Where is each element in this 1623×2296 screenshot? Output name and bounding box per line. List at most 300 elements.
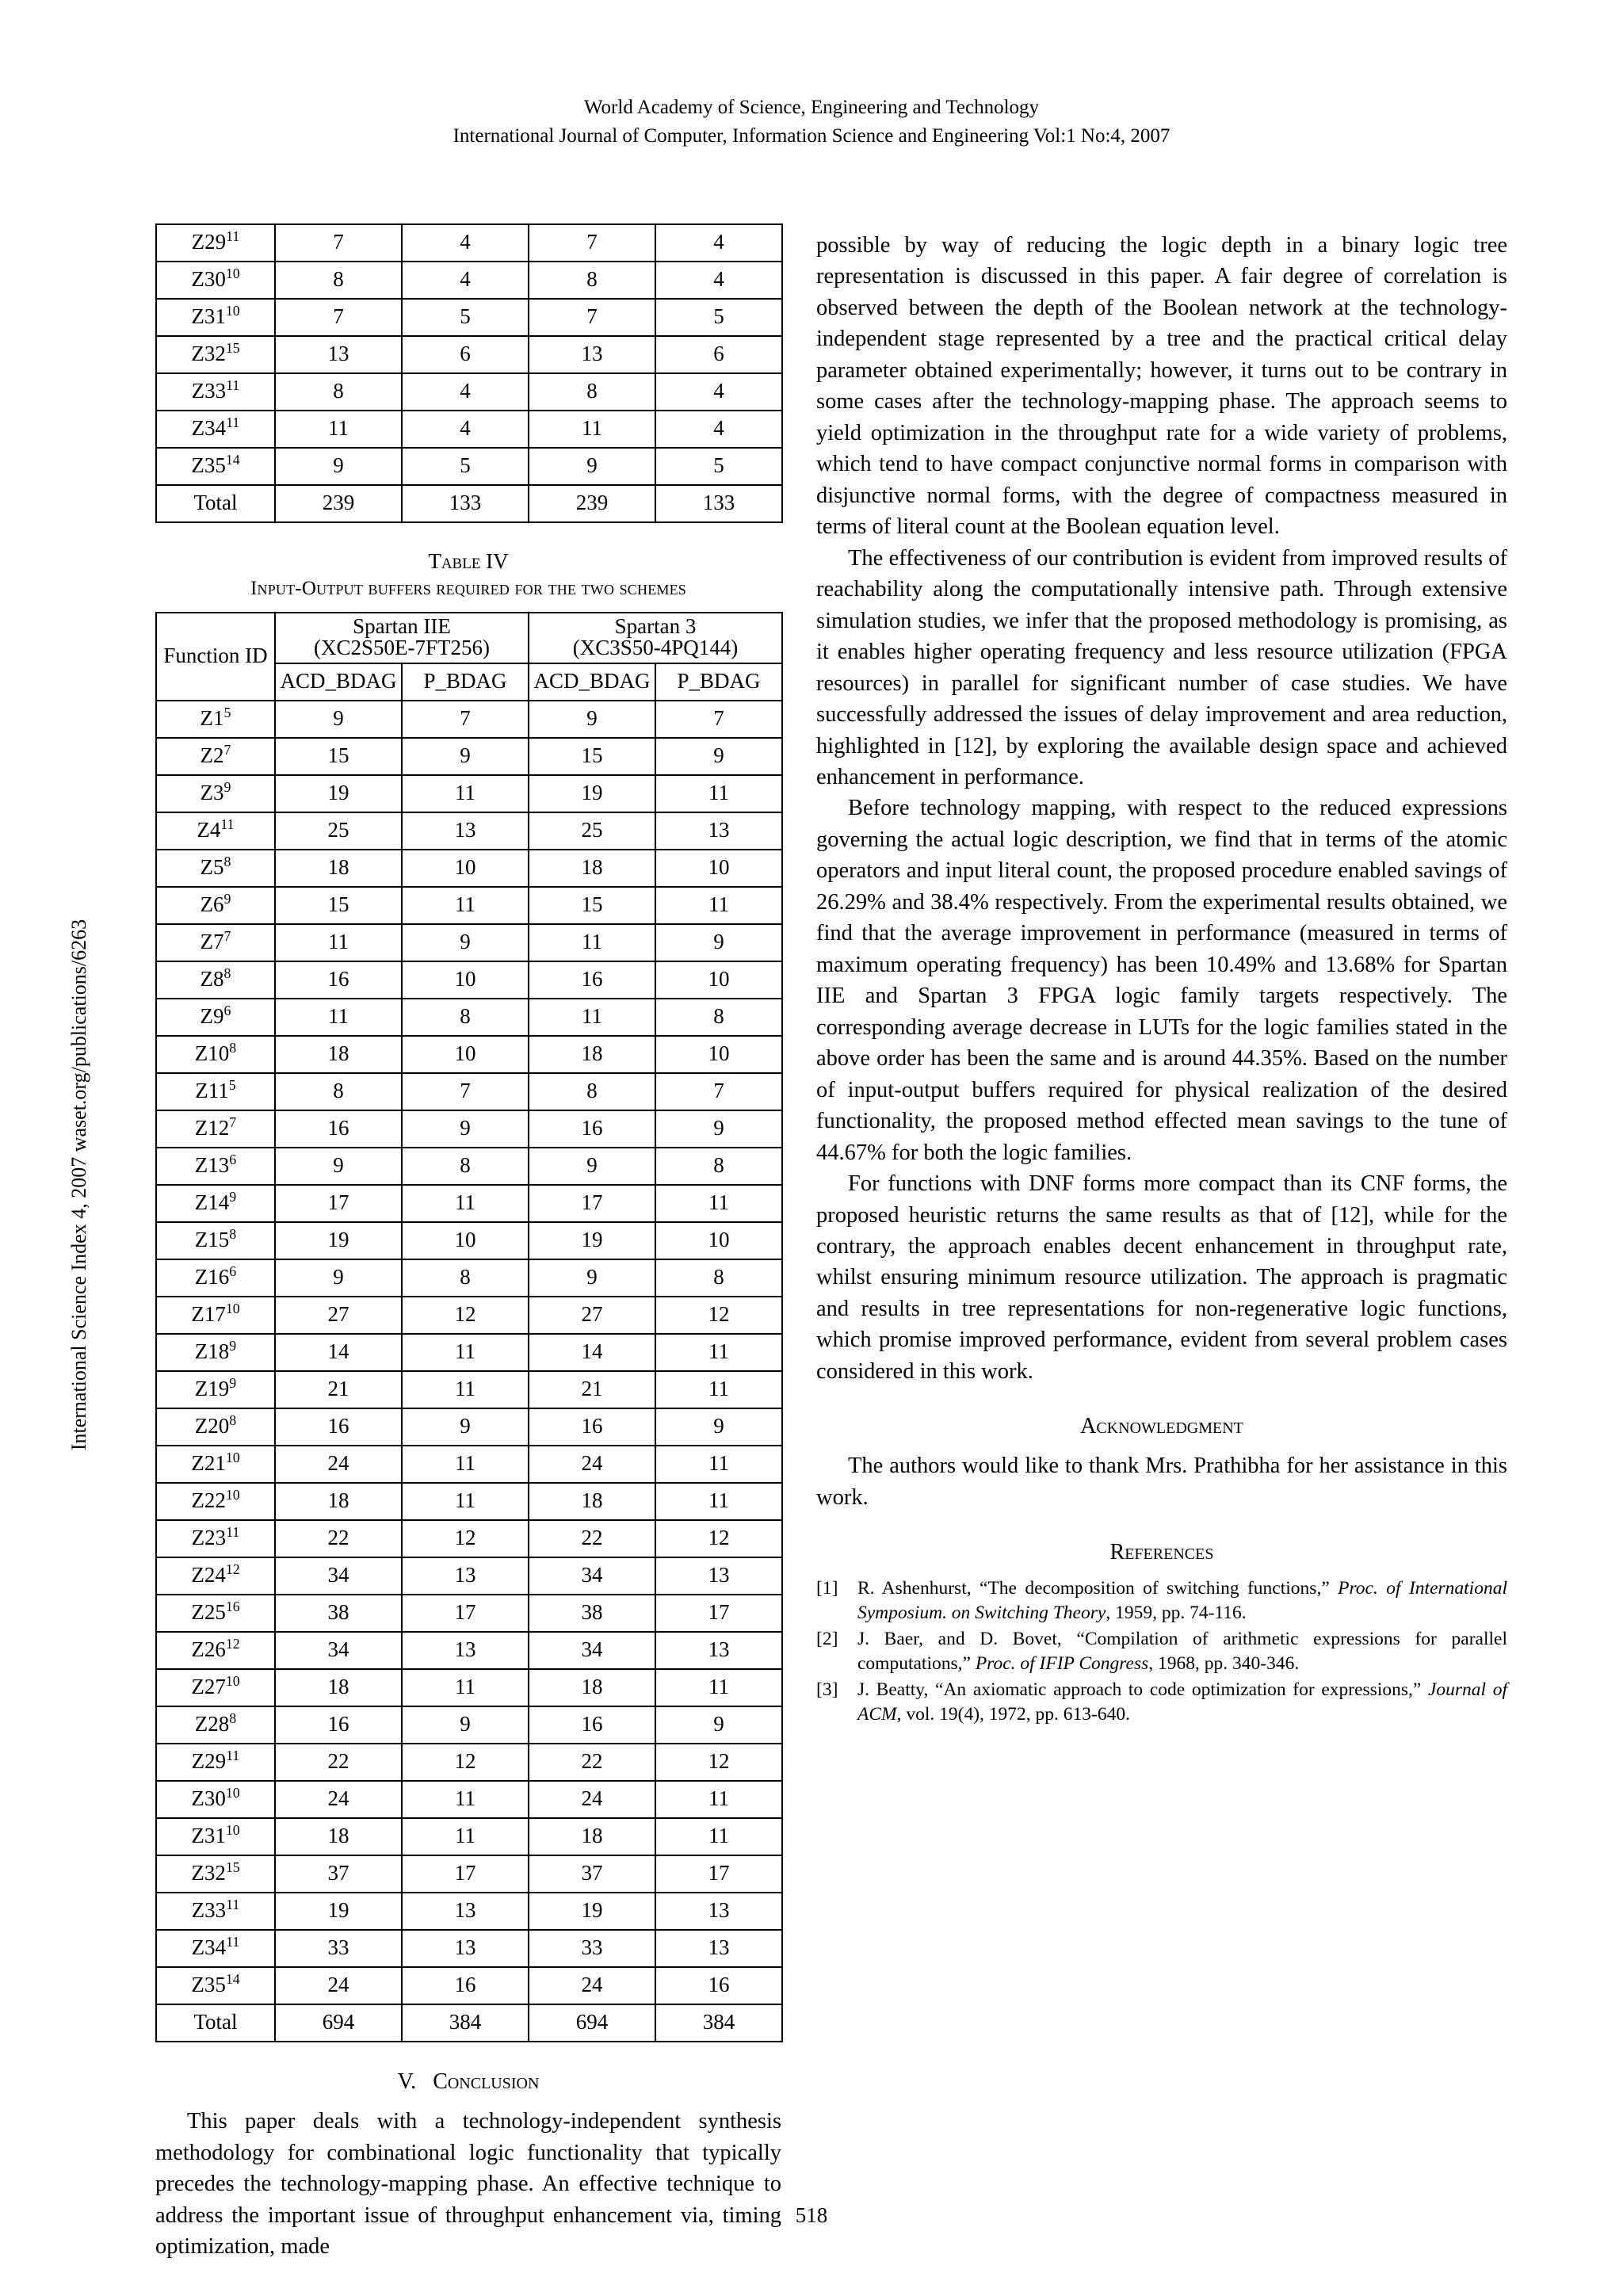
table4-subheader-1: P_BDAG bbox=[402, 663, 529, 701]
conclusion-heading bbox=[155, 2069, 781, 2095]
row-cell-2: 19 bbox=[529, 775, 655, 812]
row-cell-0: 38 bbox=[275, 1595, 402, 1632]
row-cell-2: 21 bbox=[529, 1371, 655, 1408]
row-cell-0: 34 bbox=[275, 1632, 402, 1669]
table-row bbox=[156, 1297, 782, 1334]
row-function-id: $Z32^{15}$ bbox=[156, 1855, 275, 1893]
table-row bbox=[156, 336, 782, 373]
row-cell-2: 19 bbox=[529, 1222, 655, 1259]
row-cell-3: 17 bbox=[655, 1595, 782, 1632]
table-row bbox=[156, 262, 782, 299]
table-row bbox=[156, 299, 782, 336]
row-cell-0: 14 bbox=[275, 1334, 402, 1371]
table-continued-fragment bbox=[155, 223, 783, 523]
reference-rest: vol. 19(4), 1972, pp. 613-640. bbox=[901, 1704, 1130, 1725]
table-row bbox=[156, 1632, 782, 1669]
row-superscript: 5 bbox=[223, 705, 231, 721]
right-paragraph-2: The effectiveness of our contribution is evident from improved results of reachability along the computationally intensive path. Through extensive simulation studies, we infer that the proposed methodology is promising, as it enables higher operating frequency and less resource utilization (FPGA resources) in parallel for significant number of case studies. We have successfully addressed the issues of delay improvement and area reduction, highlighted in [12], by exploring the available design space and achieved enhancement in performance. bbox=[816, 545, 1507, 789]
row-superscript: 10 bbox=[225, 1450, 240, 1466]
row-cell-1: 11 bbox=[402, 1669, 529, 1706]
table-row bbox=[156, 1185, 782, 1222]
row-cell-0: 16 bbox=[275, 1408, 402, 1446]
row-cell-2: 8 bbox=[529, 262, 655, 299]
row-cell-3: 13 bbox=[655, 1930, 782, 1967]
page-number: 518 bbox=[795, 2203, 828, 2227]
row-cell-1: 7 bbox=[402, 701, 529, 738]
row-function-id: $Z2^7$ bbox=[156, 738, 275, 775]
row-superscript: 9 bbox=[223, 779, 231, 796]
table-row bbox=[156, 2004, 782, 2042]
row-cell-2: 18 bbox=[529, 1036, 655, 1073]
row-cell-3: 11 bbox=[655, 1446, 782, 1483]
row-cell-0: 18 bbox=[275, 1036, 402, 1073]
row-cell-1: 133 bbox=[402, 485, 529, 522]
row-superscript: 6 bbox=[229, 1263, 237, 1280]
row-cell-1: 11 bbox=[402, 1483, 529, 1520]
row-cell-1: 9 bbox=[402, 1408, 529, 1446]
row-cell-2: 27 bbox=[529, 1297, 655, 1334]
table-row bbox=[156, 775, 782, 812]
row-function-id: $Z9^6$ bbox=[156, 999, 275, 1036]
row-cell-1: 17 bbox=[402, 1595, 529, 1632]
row-superscript: 6 bbox=[229, 1152, 237, 1168]
table-row bbox=[156, 1744, 782, 1781]
row-cell-1: 9 bbox=[402, 924, 529, 961]
row-cell-0: 19 bbox=[275, 775, 402, 812]
row-superscript: 10 bbox=[225, 303, 240, 319]
row-cell-1: 8 bbox=[402, 1148, 529, 1185]
row-cell-2: 15 bbox=[529, 738, 655, 775]
row-cell-1: 9 bbox=[402, 1706, 529, 1744]
table-row bbox=[156, 1557, 782, 1595]
reference-text bbox=[857, 1678, 1507, 1727]
row-cell-3: 11 bbox=[655, 1185, 782, 1222]
row-cell-2: 11 bbox=[529, 924, 655, 961]
row-cell-1: 12 bbox=[402, 1520, 529, 1557]
table4-head bbox=[156, 613, 782, 701]
row-superscript: 7 bbox=[223, 928, 231, 945]
row-cell-0: 15 bbox=[275, 738, 402, 775]
row-superscript: 11 bbox=[226, 228, 240, 244]
row-superscript: 11 bbox=[226, 1748, 240, 1764]
row-cell-2: 16 bbox=[529, 1110, 655, 1148]
row-cell-2: 16 bbox=[529, 1408, 655, 1446]
row-function-id: $Z5^8$ bbox=[156, 850, 275, 887]
row-function-id: $Z12^7$ bbox=[156, 1110, 275, 1148]
row-cell-0: 19 bbox=[275, 1222, 402, 1259]
row-cell-2: 694 bbox=[529, 2004, 655, 2042]
row-cell-3: 13 bbox=[655, 1557, 782, 1595]
row-cell-2: 7 bbox=[529, 299, 655, 336]
row-cell-3: 9 bbox=[655, 1408, 782, 1446]
row-cell-2: 17 bbox=[529, 1185, 655, 1222]
row-function-id: $Z33^{11}$ bbox=[156, 1893, 275, 1930]
row-cell-1: 9 bbox=[402, 738, 529, 775]
row-cell-3: 9 bbox=[655, 1110, 782, 1148]
table4-caption-number: Table IV bbox=[428, 549, 509, 573]
row-cell-1: 384 bbox=[402, 2004, 529, 2042]
running-head-line2: International Journal of Computer, Information Science and Engineering Vol:1 No:4, 2007 bbox=[453, 125, 1170, 147]
row-cell-3: 11 bbox=[655, 887, 782, 924]
table4-body bbox=[156, 701, 782, 2042]
row-cell-2: 16 bbox=[529, 961, 655, 999]
row-function-id: $Z16^6$ bbox=[156, 1259, 275, 1297]
row-cell-0: 21 bbox=[275, 1371, 402, 1408]
row-function-id: $Z30^{10}$ bbox=[156, 262, 275, 299]
row-superscript: 8 bbox=[229, 1040, 237, 1056]
reference-tag: [3] bbox=[816, 1679, 838, 1701]
row-cell-3: 9 bbox=[655, 924, 782, 961]
row-cell-2: 9 bbox=[529, 701, 655, 738]
row-cell-1: 4 bbox=[402, 224, 529, 262]
row-cell-2: 34 bbox=[529, 1632, 655, 1669]
row-cell-3: 5 bbox=[655, 448, 782, 485]
row-cell-2: 15 bbox=[529, 887, 655, 924]
row-cell-0: 9 bbox=[275, 701, 402, 738]
row-cell-2: 9 bbox=[529, 1259, 655, 1297]
row-cell-1: 5 bbox=[402, 299, 529, 336]
row-function-id: $Z1^5$ bbox=[156, 701, 275, 738]
row-cell-0: 27 bbox=[275, 1297, 402, 1334]
row-cell-3: 4 bbox=[655, 373, 782, 411]
row-cell-3: 8 bbox=[655, 999, 782, 1036]
row-cell-0: 11 bbox=[275, 411, 402, 448]
row-cell-0: 18 bbox=[275, 1483, 402, 1520]
row-cell-1: 10 bbox=[402, 961, 529, 999]
row-cell-1: 13 bbox=[402, 1632, 529, 1669]
row-cell-0: 24 bbox=[275, 1967, 402, 2004]
row-cell-2: 18 bbox=[529, 1483, 655, 1520]
row-function-id: Total bbox=[156, 485, 275, 522]
row-function-id: $Z31^{10}$ bbox=[156, 1818, 275, 1855]
row-cell-3: 4 bbox=[655, 224, 782, 262]
conclusion-heading-title: Conclusion bbox=[433, 2069, 540, 2095]
row-cell-3: 13 bbox=[655, 1893, 782, 1930]
row-cell-1: 4 bbox=[402, 373, 529, 411]
group2-name: Spartan 3 bbox=[614, 614, 697, 639]
row-function-id: $Z4^{11}$ bbox=[156, 812, 275, 850]
row-cell-0: 24 bbox=[275, 1781, 402, 1818]
row-cell-1: 13 bbox=[402, 1893, 529, 1930]
row-superscript: 12 bbox=[225, 1561, 240, 1578]
row-superscript: 9 bbox=[229, 1189, 237, 1205]
row-cell-3: 11 bbox=[655, 1818, 782, 1855]
row-cell-0: 16 bbox=[275, 1706, 402, 1744]
row-cell-3: 10 bbox=[655, 1222, 782, 1259]
table-row bbox=[156, 1222, 782, 1259]
row-cell-2: 24 bbox=[529, 1967, 655, 2004]
row-function-id: $Z8^8$ bbox=[156, 961, 275, 999]
left-column bbox=[155, 223, 781, 2263]
row-cell-2: 24 bbox=[529, 1781, 655, 1818]
table-row bbox=[156, 224, 782, 262]
row-cell-0: 9 bbox=[275, 448, 402, 485]
row-superscript: 8 bbox=[223, 965, 231, 982]
reference-venue: Journal of ACM, bbox=[857, 1679, 1508, 1725]
row-cell-1: 11 bbox=[402, 1334, 529, 1371]
table4-subheader-3: P_BDAG bbox=[655, 663, 782, 701]
references-heading: References bbox=[1109, 1540, 1214, 1565]
row-function-id: $Z27^{10}$ bbox=[156, 1669, 275, 1706]
row-cell-1: 10 bbox=[402, 1036, 529, 1073]
row-cell-3: 13 bbox=[655, 1632, 782, 1669]
row-cell-1: 17 bbox=[402, 1855, 529, 1893]
row-cell-3: 13 bbox=[655, 812, 782, 850]
row-cell-2: 9 bbox=[529, 448, 655, 485]
row-superscript: 7 bbox=[223, 742, 231, 758]
right-paragraph-1: possible by way of reducing the logic depth in a binary logic tree representation is discussed in this paper. A fair degree of correlation is observed between the depth of the Boolean network at the technology-independent stage represented by a tree and the practical critical delay parameter obtained experimentally; however, it turns out to be contrary in some cases after the technology-mapping phase. The approach seems to yield optimization in the throughput rate for a wide variety of problems, which tend to have compact conjunctive normal forms in comparison with disjunctive normal forms, with the degree of compactness measured in terms of literal count at the Boolean equation level. bbox=[816, 233, 1507, 540]
row-function-id: $Z18^9$ bbox=[156, 1334, 275, 1371]
row-cell-2: 18 bbox=[529, 1669, 655, 1706]
row-function-id: $Z34^{11}$ bbox=[156, 1930, 275, 1967]
row-function-id: $Z13^6$ bbox=[156, 1148, 275, 1185]
table-row bbox=[156, 1595, 782, 1632]
table4-caption bbox=[155, 547, 781, 602]
row-cell-3: 17 bbox=[655, 1855, 782, 1893]
row-cell-3: 7 bbox=[655, 1073, 782, 1110]
table-row bbox=[156, 1483, 782, 1520]
row-cell-1: 12 bbox=[402, 1297, 529, 1334]
row-superscript: 6 bbox=[223, 1003, 231, 1019]
row-superscript: 9 bbox=[223, 891, 231, 907]
row-cell-3: 5 bbox=[655, 299, 782, 336]
row-cell-2: 33 bbox=[529, 1930, 655, 1967]
row-cell-0: 7 bbox=[275, 224, 402, 262]
row-function-id: $Z26^{12}$ bbox=[156, 1632, 275, 1669]
row-cell-1: 11 bbox=[402, 1371, 529, 1408]
row-cell-3: 12 bbox=[655, 1520, 782, 1557]
reference-author: R. Ashenhurst, “The decomposition of switching functions,” bbox=[857, 1578, 1338, 1599]
reference-tag: [1] bbox=[816, 1578, 838, 1599]
table4-caption-title: Input-Output buffers required for the two schemes bbox=[250, 578, 687, 600]
row-function-id: $Z21^{10}$ bbox=[156, 1446, 275, 1483]
row-cell-1: 11 bbox=[402, 1781, 529, 1818]
running-head bbox=[0, 94, 1623, 151]
table4-header-row-groups bbox=[156, 613, 782, 663]
row-cell-0: 18 bbox=[275, 850, 402, 887]
reference-text bbox=[857, 1627, 1507, 1676]
row-cell-0: 11 bbox=[275, 924, 402, 961]
conclusion-heading-number: V. bbox=[397, 2069, 417, 2095]
table-row bbox=[156, 1036, 782, 1073]
row-cell-3: 6 bbox=[655, 336, 782, 373]
row-superscript: 10 bbox=[225, 1785, 240, 1801]
acknowledgment-paragraph: The authors would like to thank Mrs. Prathibha for her assistance in this work. bbox=[816, 1454, 1507, 1510]
row-cell-2: 25 bbox=[529, 812, 655, 850]
row-superscript: 8 bbox=[223, 854, 231, 870]
row-cell-3: 4 bbox=[655, 411, 782, 448]
row-function-id: $Z3^9$ bbox=[156, 775, 275, 812]
row-cell-2: 11 bbox=[529, 411, 655, 448]
row-cell-2: 8 bbox=[529, 373, 655, 411]
row-superscript: 12 bbox=[225, 1636, 240, 1652]
table-row bbox=[156, 738, 782, 775]
row-function-id: $Z24^{12}$ bbox=[156, 1557, 275, 1595]
row-function-id: $Z35^{14}$ bbox=[156, 448, 275, 485]
row-superscript: 16 bbox=[225, 1599, 240, 1615]
table-row bbox=[156, 1446, 782, 1483]
row-cell-0: 22 bbox=[275, 1520, 402, 1557]
row-cell-3: 8 bbox=[655, 1148, 782, 1185]
row-superscript: 5 bbox=[228, 1077, 236, 1094]
row-cell-0: 18 bbox=[275, 1669, 402, 1706]
row-cell-2: 7 bbox=[529, 224, 655, 262]
reference-rest: , 1959, pp. 74-116. bbox=[1106, 1603, 1247, 1624]
row-function-id: $Z20^8$ bbox=[156, 1408, 275, 1446]
table-row bbox=[156, 701, 782, 738]
row-cell-3: 12 bbox=[655, 1744, 782, 1781]
row-cell-0: 11 bbox=[275, 999, 402, 1036]
row-function-id: $Z10^8$ bbox=[156, 1036, 275, 1073]
row-cell-0: 7 bbox=[275, 299, 402, 336]
table-row bbox=[156, 485, 782, 522]
row-superscript: 11 bbox=[226, 377, 240, 393]
row-cell-2: 18 bbox=[529, 1818, 655, 1855]
table-row bbox=[156, 1148, 782, 1185]
row-superscript: 11 bbox=[226, 1934, 240, 1950]
row-superscript: 15 bbox=[225, 340, 240, 356]
row-cell-0: 694 bbox=[275, 2004, 402, 2042]
row-superscript: 10 bbox=[225, 266, 240, 281]
row-cell-2: 34 bbox=[529, 1557, 655, 1595]
row-superscript: 9 bbox=[229, 1375, 237, 1392]
row-function-id: $Z7^7$ bbox=[156, 924, 275, 961]
group1-part: (XC2S50E-7FT256) bbox=[314, 636, 490, 660]
row-cell-1: 11 bbox=[402, 1185, 529, 1222]
table-row bbox=[156, 411, 782, 448]
row-function-id: $Z29^{11}$ bbox=[156, 1744, 275, 1781]
running-head-line1: World Academy of Science, Engineering and Technology bbox=[583, 97, 1040, 118]
row-function-id: $Z31^{10}$ bbox=[156, 299, 275, 336]
row-cell-2: 9 bbox=[529, 1148, 655, 1185]
row-cell-0: 33 bbox=[275, 1930, 402, 1967]
row-cell-0: 9 bbox=[275, 1148, 402, 1185]
row-cell-0: 19 bbox=[275, 1893, 402, 1930]
table4 bbox=[155, 612, 783, 2042]
science-index-sidebar: International Science Index 4, 2007 waset.org/publications/6263 bbox=[67, 919, 90, 1451]
row-function-id: $Z33^{11}$ bbox=[156, 373, 275, 411]
table-row bbox=[156, 1893, 782, 1930]
row-cell-1: 8 bbox=[402, 1259, 529, 1297]
row-cell-1: 13 bbox=[402, 1557, 529, 1595]
table-row bbox=[156, 1781, 782, 1818]
row-cell-0: 16 bbox=[275, 961, 402, 999]
table-row bbox=[156, 1408, 782, 1446]
row-cell-2: 11 bbox=[529, 999, 655, 1036]
row-cell-2: 14 bbox=[529, 1334, 655, 1371]
row-function-id: $Z32^{15}$ bbox=[156, 336, 275, 373]
group1-name: Spartan IIE bbox=[353, 614, 451, 639]
row-cell-0: 22 bbox=[275, 1744, 402, 1781]
reference-venue: Proc. of International Symposium. on Switching Theory bbox=[857, 1578, 1507, 1624]
table-row bbox=[156, 1520, 782, 1557]
row-function-id: $Z35^{14}$ bbox=[156, 1967, 275, 2004]
reference-author: J. Beatty, “An axiomatic approach to code optimization for expressions,” bbox=[857, 1679, 1428, 1701]
row-function-id: $Z19^9$ bbox=[156, 1371, 275, 1408]
row-function-id: $Z25^{16}$ bbox=[156, 1595, 275, 1632]
reference-venue: Proc. of IFIP Congress bbox=[975, 1653, 1149, 1675]
table-row bbox=[156, 1930, 782, 1967]
table-row bbox=[156, 1967, 782, 2004]
reference-author: J. Baer, and D. Bovet, “Compilation of arithmetic expressions for parallel computations,” bbox=[857, 1629, 1507, 1675]
row-cell-0: 9 bbox=[275, 1259, 402, 1297]
row-cell-2: 22 bbox=[529, 1520, 655, 1557]
right-paragraph-3: Before technology mapping, with respect to the reduced expressions governing the actual logic description, we find that in terms of the atomic operators and input literal count, the proposed procedure enabled savings of 26.29% and 38.4% respectively. From the experimental results obtained, we find that the average improvement in performance (measured in terms of maximum operating frequency) has been 10.49% and 13.68% for Spartan IIE and Spartan 3 FPGA logic family targets respectively. The corresponding average decrease in LUTs for the logic families stated in the above order has been the same and is around 44.35%. Based on the number of input-output buffers required for physical realization of the desired functionality, the proposed method effected mean savings to the tune of 44.67% for both the logic families. bbox=[816, 796, 1507, 1165]
row-cell-2: 16 bbox=[529, 1706, 655, 1744]
row-cell-1: 7 bbox=[402, 1073, 529, 1110]
row-cell-0: 37 bbox=[275, 1855, 402, 1893]
row-cell-2: 38 bbox=[529, 1595, 655, 1632]
table-row bbox=[156, 887, 782, 924]
row-cell-0: 8 bbox=[275, 1073, 402, 1110]
row-cell-1: 4 bbox=[402, 411, 529, 448]
row-cell-1: 8 bbox=[402, 999, 529, 1036]
row-superscript: 11 bbox=[226, 1897, 240, 1913]
row-cell-2: 19 bbox=[529, 1893, 655, 1930]
table4-subheader-2: ACD_BDAG bbox=[529, 663, 655, 701]
reference-text bbox=[857, 1576, 1507, 1626]
table-row bbox=[156, 1855, 782, 1893]
row-cell-2: 37 bbox=[529, 1855, 655, 1893]
row-function-id: Total bbox=[156, 2004, 275, 2042]
acknowledgment-heading: Acknowledgment bbox=[1080, 1414, 1243, 1439]
row-superscript: 10 bbox=[225, 1673, 240, 1690]
row-cell-3: 11 bbox=[655, 1669, 782, 1706]
row-cell-0: 16 bbox=[275, 1110, 402, 1148]
row-function-id: $Z30^{10}$ bbox=[156, 1781, 275, 1818]
row-cell-1: 10 bbox=[402, 1222, 529, 1259]
row-cell-3: 384 bbox=[655, 2004, 782, 2042]
table-row bbox=[156, 1669, 782, 1706]
row-function-id: $Z14^9$ bbox=[156, 1185, 275, 1222]
table-row bbox=[156, 924, 782, 961]
row-cell-0: 13 bbox=[275, 336, 402, 373]
row-function-id: $Z34^{11}$ bbox=[156, 411, 275, 448]
row-function-id: $Z28^8$ bbox=[156, 1706, 275, 1744]
row-cell-3: 16 bbox=[655, 1967, 782, 2004]
row-superscript: 10 bbox=[225, 1301, 240, 1317]
row-cell-3: 12 bbox=[655, 1297, 782, 1334]
row-superscript: 10 bbox=[225, 1487, 240, 1503]
row-superscript: 14 bbox=[225, 452, 240, 468]
row-cell-3: 10 bbox=[655, 1036, 782, 1073]
table4-header-function-id: Function ID bbox=[156, 613, 275, 701]
row-cell-3: 11 bbox=[655, 1781, 782, 1818]
row-cell-3: 9 bbox=[655, 738, 782, 775]
row-cell-3: 10 bbox=[655, 850, 782, 887]
table-row bbox=[156, 850, 782, 887]
row-superscript: 8 bbox=[229, 1226, 237, 1243]
row-cell-2: 18 bbox=[529, 850, 655, 887]
row-cell-2: 8 bbox=[529, 1073, 655, 1110]
row-cell-1: 5 bbox=[402, 448, 529, 485]
table-body bbox=[156, 224, 782, 522]
table-row bbox=[156, 961, 782, 999]
row-cell-3: 8 bbox=[655, 1259, 782, 1297]
row-function-id: $Z11^5$ bbox=[156, 1073, 275, 1110]
references-list bbox=[816, 1576, 1507, 1727]
reference-item bbox=[816, 1678, 1507, 1727]
row-cell-0: 239 bbox=[275, 485, 402, 522]
table-row bbox=[156, 1334, 782, 1371]
row-cell-1: 16 bbox=[402, 1967, 529, 2004]
row-cell-2: 13 bbox=[529, 336, 655, 373]
row-cell-0: 25 bbox=[275, 812, 402, 850]
row-function-id: $Z29^{11}$ bbox=[156, 224, 275, 262]
row-cell-1: 6 bbox=[402, 336, 529, 373]
row-superscript: 15 bbox=[225, 1859, 240, 1876]
table-row bbox=[156, 1706, 782, 1744]
